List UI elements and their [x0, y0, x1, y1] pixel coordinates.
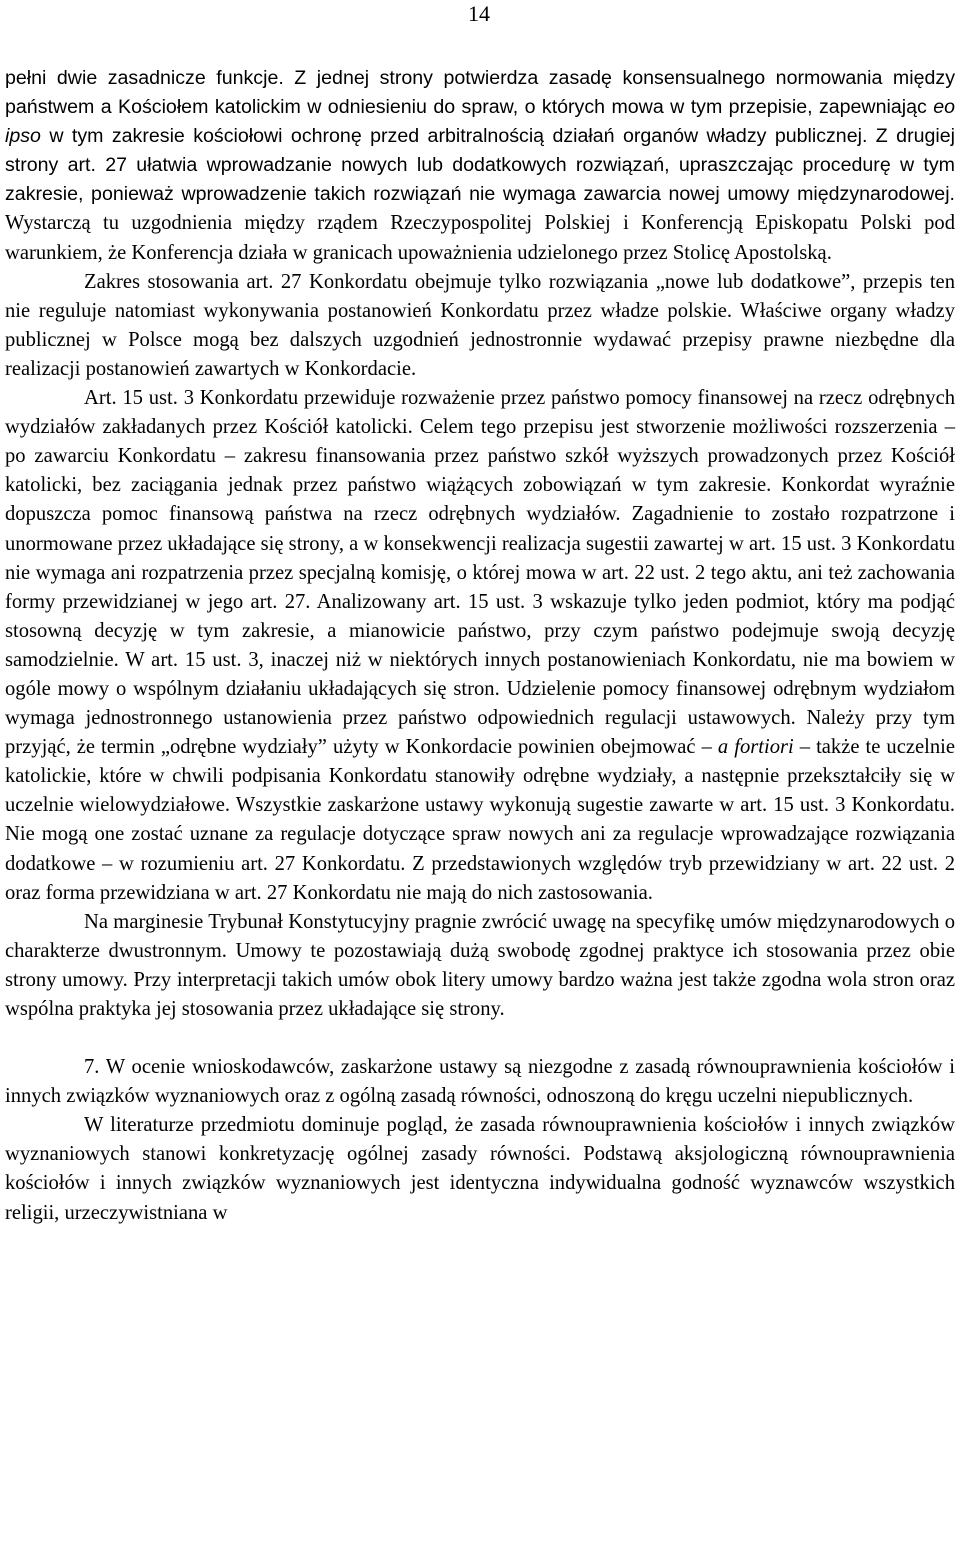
- latin-phrase-a-fortiori: a fortiori: [717, 736, 794, 759]
- text-segment: Zakres stosowania art. 27 Konkordatu obejmuje tylko rozwiązania „nowe lub dodatkowe”, przepis ten nie reguluje natomiast wykonywania postanowień Konkordatu przez władze polskie. Właściwe organy władzy publicznej w Polsce mogą bez dalszych uzgodnień jednostronnie wydawać przepisy prawne niezbędne dla realizacji postanowień zawartych w Konkordacie.: [5, 270, 955, 380]
- page-number: 14: [468, 1, 490, 26]
- text-segment: Art. 15 ust. 3 Konkordatu przewiduje rozważenie przez państwo pomocy finansowej na rzecz odrębnych wydziałów zakładanych przez Kościół katolicki. Celem tego przepisu jest stworzenie możliwości rozszerzenia – po zawarciu Konkordatu – zakresu finansowania przez państwo szkół wyższych prowadzonych przez Kościół katolicki, bez zaciągania jednak przez państwo wiążących zobowiązań w tym zakresie. Konkordat wyraźnie dopuszcza pomoc finansową państwa na rzecz odrębnych wydziałów. Zagadnienie to zostało rozpatrzone i unormowane przez układające się strony, a w konsekwencji realizacja sugestii zawartej w art. 15 ust. 3 Konkordatu nie wymaga ani rozpatrzenia przez specjalną komisję, o której mowa w art. 22 ust. 2 tego aktu, ani też zachowania formy przewidzianej w jego art. 27. Analizowany art. 15 ust. 3 wskazuje tylko jeden podmiot, który ma podjąć stosowną decyzję w tym zakresie, a mianowicie państwo, przy czym państwo podejmuje swoją decyzję samodzielnie. W art. 15 ust. 3, inaczej niż w niektórych innych postanowieniach Konkordatu, nie ma bowiem w ogóle mowy o wspólnym działaniu układających się stron. Udzielenie pomocy finansowej odrębnym wydziałom wymaga jednostronnego ustanowienia przez państwo odpowiednich regulacji ustawowych. Należy przy tym przyjąć, że termin „odrębne wydziały” użyty w Konkordacie powinien obejmować –: [5, 387, 955, 759]
- text-segment: 7. W ocenie wnioskodawców, zaskarżone ustawy są niezgodne z zasadą równouprawnienia kościołów i innych związków wyznaniowych oraz z ogólną zasadą równości, odnoszoną do kręgu uczelni niepublicznych.: [5, 1056, 955, 1108]
- paragraph-art-15: [5, 384, 955, 908]
- latin-phrase-eo-ipso: eo ipso: [5, 96, 955, 148]
- paragraph-section-7: [5, 1053, 955, 1111]
- text-segment: – także te uczelnie katolickie, które w chwili podpisania Konkordatu stanowiły odrębne wydziały, a następnie przekształciły się w uczelnie wielowydziałowe. Wszystkie zaskarżone ustawy wykonują sugestie zawarte w art. 15 ust. 3 Konkordatu. Nie mogą one zostać uznane za regulacje dotyczące spraw nowych ani za regulacje wprowadzające rozwiązania dodatkowe – w rozumieniu art. 27 Konkordatu. Z przedstawionych względów tryb przewidziany w art. 22 ust. 2 oraz forma przewidziana w art. 27 Konkordatu nie mają do nich zastosowania.: [5, 736, 955, 904]
- text-segment: W literaturze przedmiotu dominuje pogląd, że zasada równouprawnienia kościołów i innych związków wyznaniowych stanowi konkretyzację ogólnej zasady równości. Podstawą aksjologiczną równouprawnienia kościołów i innych związków wyznaniowych jest identyczna indywidualna godność wyznawców wszystkich religii, urzeczywistniana w: [5, 1114, 955, 1224]
- paragraph-na-marginesie: [5, 908, 955, 1024]
- paragraph-continuation: [5, 64, 955, 268]
- text-segment: w tym zakresie kościołowi ochronę przed arbitralnością działań organów władzy publicznej. Z drugiej strony art. 27 ułatwia wprowadzanie nowych lub dodatkowych rozwiązań, upraszczając procedurę w tym zakresie, ponieważ wprowadzenie takich rozwiązań nie wymaga zawarcia nowej umowy międzynarodowej.: [5, 125, 955, 206]
- paragraph-spacer: [5, 1024, 955, 1053]
- text-segment: pełni dwie zasadnicze funkcje. Z jednej strony potwierdza zasadę konsensualnego normowania między państwem a Kościołem katolickim w odniesieniu do spraw, o których mowa w tym przepisie, zapewniając: [5, 67, 955, 119]
- paragraph-w-literaturze: [5, 1111, 955, 1227]
- text-segment: Na marginesie Trybunał Konstytucyjny pragnie zwrócić uwagę na specyfikę umów międzynarodowych o charakterze dwustronnym. Umowy te pozostawiają dużą swobodę zgodnej praktyce ich stosowania przez obie strony umowy. Przy interpretacji takich umów obok litery umowy bardzo ważna jest także zgodna wola stron oraz wspólna praktyka jej stosowania przez układające się strony.: [5, 910, 955, 1020]
- document-body: [5, 64, 955, 1228]
- text-segment: Wystarczą tu uzgodnienia między rządem Rzeczypospolitej Polskiej i Konferencją Episkopatu Polski pod warunkiem, że Konferencja działa w granicach upoważnienia udzielonego przez Stolicę Apostolską.: [5, 212, 955, 264]
- paragraph-zakres-stosowania: [5, 268, 955, 384]
